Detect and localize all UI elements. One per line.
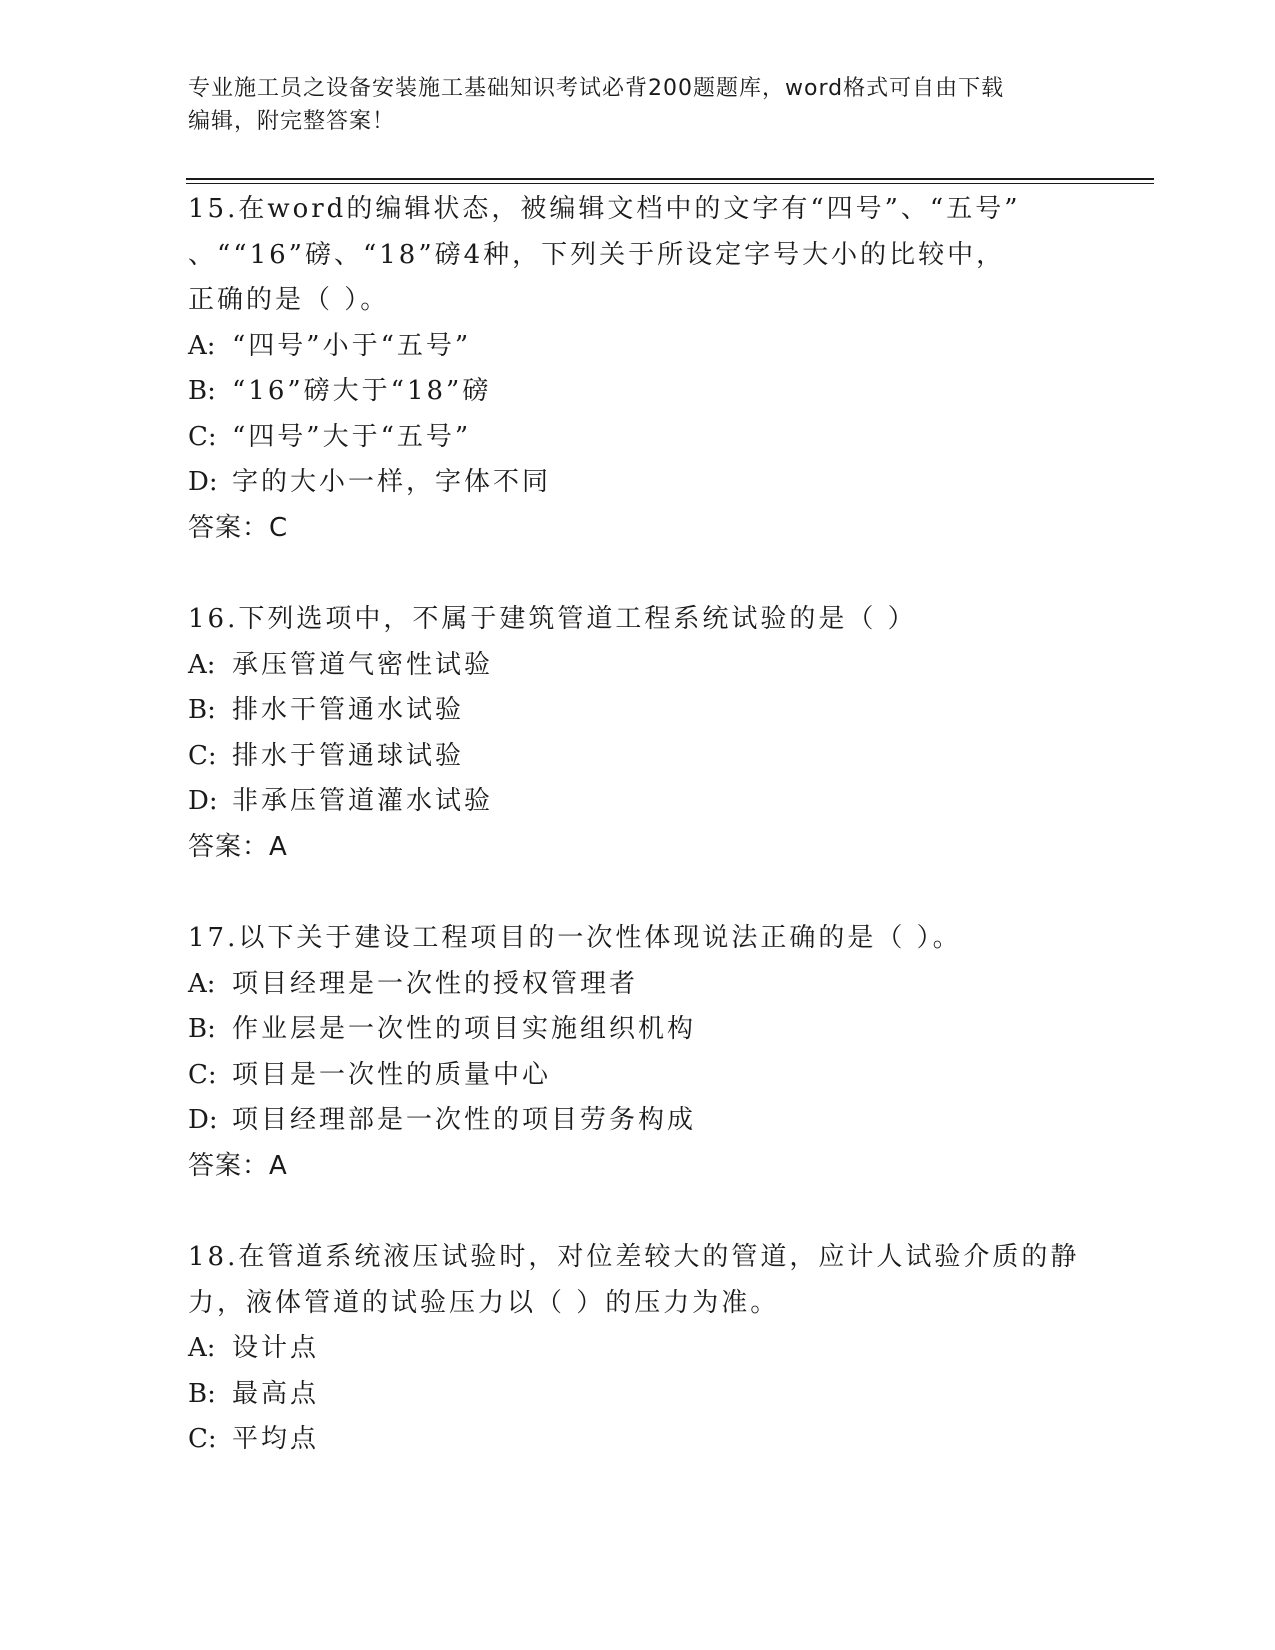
option-text: “四号”大于“五号”	[232, 421, 472, 452]
option-text: 项目是一次性的质量中心	[232, 1059, 552, 1090]
option-text: 排水干管通水试验	[232, 695, 465, 725]
option-text: 非承压管道灌水试验	[232, 786, 494, 816]
option-a	[188, 1326, 1088, 1372]
option-text: “16”磅大于“18”磅	[232, 376, 492, 406]
option-text: 字的大小一样，字体不同	[232, 467, 552, 497]
question-text-line: 正确的是（ ）。	[188, 285, 390, 315]
option-text: 平均点	[232, 1424, 320, 1454]
option-text: 排水于管通球试验	[232, 740, 465, 771]
option-a	[188, 962, 1088, 1008]
option-key: A:	[188, 330, 216, 361]
question-text-line: 力，液体管道的试验压力以（ ）的压力为准。	[188, 1287, 780, 1318]
question-text-line: 15.在word的编辑状态，被编辑文档中的文字有“四号”、“五号”	[188, 194, 1021, 224]
option-key: C:	[188, 1424, 217, 1454]
option-text: 项目经理是一次性的授权管理者	[232, 968, 639, 999]
option-key: C:	[188, 1059, 217, 1090]
option-b	[188, 369, 1088, 415]
option-key: A:	[188, 1333, 216, 1363]
header-divider-thick	[186, 178, 1154, 180]
option-text: 最高点	[232, 1378, 320, 1409]
question-18	[188, 1235, 1088, 1463]
question-list	[188, 187, 1088, 1509]
option-a	[188, 324, 1088, 370]
question-text-line: 、““16”磅、“18”磅4种，下列关于所设定字号大小的比较中，	[188, 239, 1006, 270]
option-b	[188, 1007, 1088, 1053]
option-text: 作业层是一次性的项目实施组织机构	[232, 1014, 697, 1044]
option-key: D:	[188, 467, 218, 497]
option-d	[188, 460, 1088, 506]
option-d	[188, 1098, 1088, 1144]
option-key: B:	[188, 376, 216, 406]
answer-line: 答案：C	[188, 512, 289, 543]
answer-line: 答案：A	[188, 1150, 288, 1181]
option-key: B:	[188, 1014, 216, 1044]
header-divider-thin	[186, 183, 1154, 184]
question-15	[188, 187, 1088, 551]
option-key: C:	[188, 740, 217, 771]
option-key: C:	[188, 421, 217, 452]
option-d	[188, 779, 1088, 825]
question-text-line: 16.下列选项中，不属于建筑管道工程系统试验的是（ ）	[188, 604, 917, 634]
header-line-2: 编辑，附完整答案！	[188, 109, 396, 134]
option-text: 设计点	[232, 1333, 320, 1363]
option-text: 承压管道气密性试验	[232, 649, 494, 680]
option-a	[188, 643, 1088, 689]
option-c	[188, 734, 1088, 780]
header-line-1: 专业施工员之设备安装施工基础知识考试必背200题题库，word格式可自由下载	[188, 76, 1005, 101]
option-key: D:	[188, 1105, 218, 1135]
option-c	[188, 1053, 1088, 1099]
question-16	[188, 597, 1088, 870]
option-text: 项目经理部是一次性的项目劳务构成	[232, 1105, 697, 1135]
question-text-line: 17.以下关于建设工程项目的一次性体现说法正确的是（ ）。	[188, 923, 962, 953]
option-key: B:	[188, 695, 216, 725]
document-header	[188, 72, 1068, 138]
answer-line: 答案：A	[188, 831, 288, 862]
option-key: A:	[188, 968, 216, 999]
option-b	[188, 688, 1088, 734]
option-key: D:	[188, 786, 218, 816]
question-17	[188, 916, 1088, 1189]
option-b	[188, 1372, 1088, 1418]
option-key: B:	[188, 1378, 216, 1409]
question-text-line: 18.在管道系统液压试验时，对位差较大的管道，应计人试验介质的静	[188, 1242, 1080, 1272]
option-c	[188, 1417, 1088, 1463]
option-key: A:	[188, 649, 216, 680]
option-text: “四号”小于“五号”	[232, 330, 472, 361]
option-c	[188, 415, 1088, 461]
